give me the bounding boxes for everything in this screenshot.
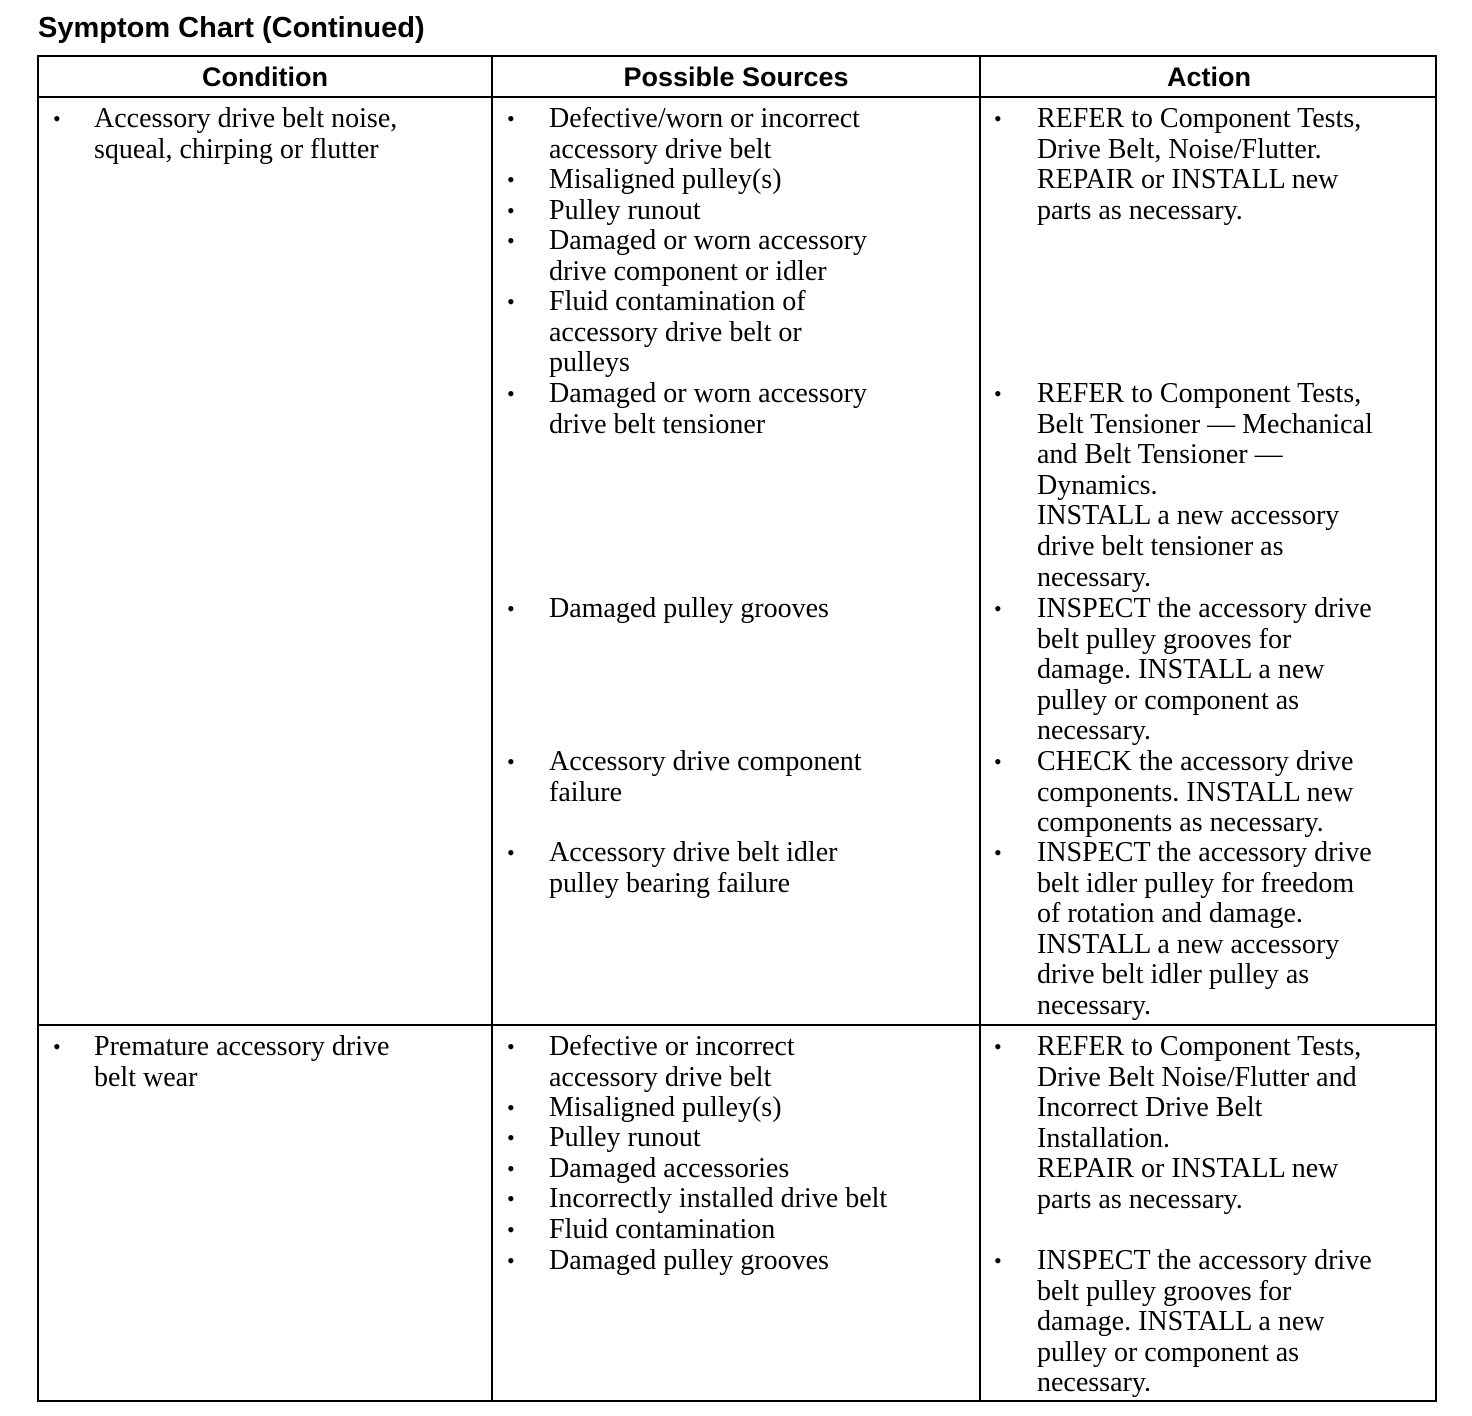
- sources-item: [549, 196, 701, 227]
- text-line: pulley or component as: [1037, 684, 1300, 716]
- text-line: Dynamics.: [1037, 469, 1158, 501]
- bullet-icon: •: [507, 167, 515, 192]
- text-line: INSPECT the accessory drive: [1037, 837, 1372, 868]
- text-line: pulleys: [549, 347, 630, 379]
- text-line: drive belt tensioner as: [1037, 530, 1284, 562]
- sources-item: [549, 1246, 829, 1277]
- condition-item: [94, 1032, 389, 1093]
- text-line: belt pulley grooves for: [1037, 623, 1292, 655]
- row-divider: [39, 1024, 1435, 1026]
- text-line: drive component or idler: [549, 255, 827, 287]
- text-line: accessory drive belt: [549, 133, 772, 165]
- text-line: Installation.: [1037, 1122, 1170, 1154]
- sources-item: [549, 1093, 782, 1124]
- bullet-icon: •: [507, 1186, 515, 1211]
- text-line: drive belt tensioner: [549, 408, 766, 440]
- text-line: parts as necessary.: [1037, 1183, 1243, 1215]
- sources-item: [549, 1215, 775, 1246]
- text-line: INSTALL a new accessory: [1037, 928, 1340, 960]
- text-line: REFER to Component Tests,: [1037, 103, 1362, 134]
- text-line: Pulley runout: [549, 1122, 701, 1153]
- sources-item: [549, 747, 862, 808]
- header-possible-sources: Possible Sources: [623, 62, 849, 92]
- text-line: accessory drive belt: [549, 1061, 772, 1093]
- text-line: REPAIR or INSTALL new: [1037, 164, 1339, 196]
- text-line: accessory drive belt or: [549, 316, 802, 348]
- actions-item: [1037, 838, 1372, 1022]
- condition-item: [94, 104, 397, 165]
- bullet-icon: •: [507, 1156, 515, 1181]
- text-line: pulley bearing failure: [549, 867, 791, 899]
- bullet-icon: •: [507, 840, 515, 865]
- text-line: belt pulley grooves for: [1037, 1275, 1292, 1307]
- text-line: Misaligned pulley(s): [549, 164, 782, 195]
- sources-item: [549, 379, 867, 440]
- text-line: of rotation and damage.: [1037, 898, 1303, 930]
- text-line: Premature accessory drive: [94, 1031, 390, 1062]
- text-line: necessary.: [1037, 1367, 1152, 1399]
- text-line: Damaged or worn accessory: [549, 378, 867, 409]
- actions-item: [1037, 594, 1372, 747]
- text-line: Accessory drive belt idler: [549, 837, 838, 868]
- sources-item: [549, 838, 837, 899]
- bullet-icon: •: [507, 1217, 515, 1242]
- text-line: Damaged pulley grooves: [549, 1245, 829, 1276]
- sources-item: [549, 165, 782, 196]
- text-line: components as necessary.: [1037, 807, 1324, 839]
- symptom-table: [37, 55, 1437, 1402]
- text-line: Fluid contamination of: [549, 286, 806, 317]
- text-line: Defective or incorrect: [549, 1031, 795, 1062]
- bullet-icon: •: [994, 106, 1002, 131]
- text-line: Accessory drive belt noise,: [94, 103, 398, 134]
- bullet-icon: •: [994, 1034, 1002, 1059]
- text-line: INSPECT the accessory drive: [1037, 1245, 1372, 1276]
- text-line: INSPECT the accessory drive: [1037, 593, 1372, 624]
- bullet-icon: •: [994, 1248, 1002, 1273]
- text-line: Damaged accessories: [549, 1153, 790, 1184]
- sources-item: [549, 1032, 795, 1093]
- bullet-icon: •: [994, 596, 1002, 621]
- text-line: Damaged or worn accessory: [549, 225, 867, 256]
- text-line: damage. INSTALL a new: [1037, 654, 1325, 686]
- text-line: damage. INSTALL a new: [1037, 1306, 1325, 1338]
- sources-item: [549, 594, 829, 625]
- text-line: Pulley runout: [549, 195, 701, 226]
- sources-item: [549, 1123, 701, 1154]
- actions-item: [1037, 1246, 1372, 1399]
- sources-item: [549, 104, 860, 165]
- text-line: Accessory drive component: [549, 746, 862, 777]
- text-line: necessary.: [1037, 715, 1152, 747]
- bullet-icon: •: [53, 106, 61, 131]
- bullet-icon: •: [507, 198, 515, 223]
- sources-item: [549, 1154, 789, 1185]
- text-line: necessary.: [1037, 989, 1152, 1021]
- bullet-icon: •: [994, 749, 1002, 774]
- text-line: Incorrect Drive Belt: [1037, 1092, 1263, 1124]
- bullet-icon: •: [507, 228, 515, 253]
- text-line: REFER to Component Tests,: [1037, 378, 1362, 409]
- bullet-icon: •: [53, 1034, 61, 1059]
- bullet-icon: •: [507, 1034, 515, 1059]
- text-line: Belt Tensioner — Mechanical: [1037, 408, 1373, 440]
- column-divider: [491, 57, 493, 1400]
- bullet-icon: •: [994, 840, 1002, 865]
- header-action: Action: [1167, 62, 1251, 92]
- bullet-icon: •: [507, 1095, 515, 1120]
- text-line: Drive Belt, Noise/Flutter.: [1037, 133, 1322, 165]
- text-line: belt wear: [94, 1061, 198, 1093]
- text-line: failure: [549, 776, 623, 808]
- text-line: Misaligned pulley(s): [549, 1092, 782, 1123]
- bullet-icon: •: [507, 749, 515, 774]
- actions-item: [1037, 747, 1353, 839]
- actions-item: [1037, 379, 1373, 593]
- sources-item: [549, 1184, 887, 1215]
- bullet-icon: •: [507, 106, 515, 131]
- text-line: Fluid contamination: [549, 1214, 776, 1245]
- text-line: drive belt idler pulley as: [1037, 959, 1310, 991]
- actions-item: [1037, 104, 1361, 226]
- text-line: Incorrectly installed drive belt: [549, 1183, 888, 1214]
- text-line: REFER to Component Tests,: [1037, 1031, 1362, 1062]
- sources-item: [549, 287, 806, 379]
- text-line: REPAIR or INSTALL new: [1037, 1153, 1339, 1185]
- actions-item: [1037, 1032, 1361, 1216]
- bullet-icon: •: [994, 381, 1002, 406]
- text-line: Defective/worn or incorrect: [549, 103, 860, 134]
- text-line: and Belt Tensioner —: [1037, 439, 1283, 471]
- text-line: INSTALL a new accessory: [1037, 500, 1340, 532]
- text-line: belt idler pulley for freedom: [1037, 867, 1355, 899]
- text-line: necessary.: [1037, 561, 1152, 593]
- header-condition: Condition: [202, 62, 328, 92]
- text-line: pulley or component as: [1037, 1336, 1300, 1368]
- text-line: components. INSTALL new: [1037, 776, 1354, 808]
- sources-item: [549, 226, 867, 287]
- text-line: Damaged pulley grooves: [549, 593, 829, 624]
- bullet-icon: •: [507, 1248, 515, 1273]
- text-line: Drive Belt Noise/Flutter and: [1037, 1061, 1357, 1093]
- bullet-icon: •: [507, 596, 515, 621]
- text-line: CHECK the accessory drive: [1037, 746, 1354, 777]
- text-line: parts as necessary.: [1037, 194, 1243, 226]
- page-title: Symptom Chart (Continued): [38, 12, 425, 44]
- bullet-icon: •: [507, 1125, 515, 1150]
- text-line: squeal, chirping or flutter: [94, 133, 379, 165]
- column-divider: [979, 57, 981, 1400]
- bullet-icon: •: [507, 381, 515, 406]
- bullet-icon: •: [507, 289, 515, 314]
